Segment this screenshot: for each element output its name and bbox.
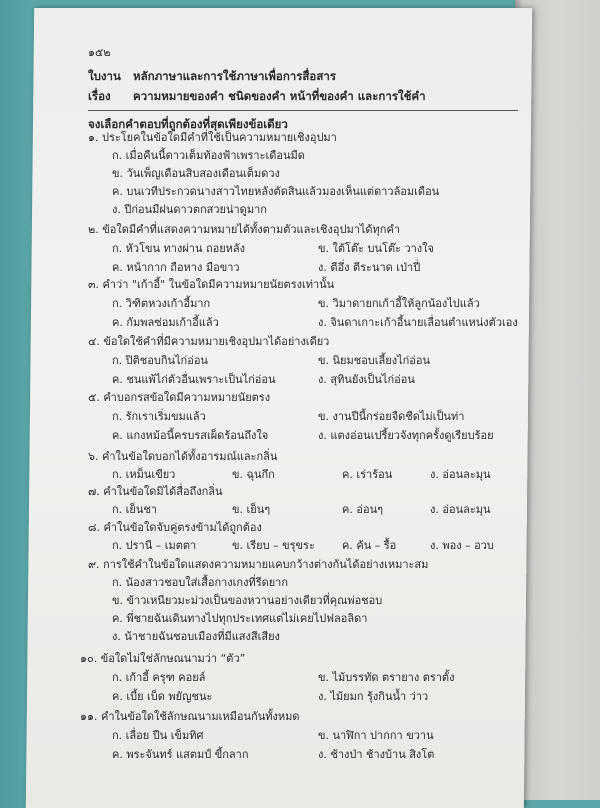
answer-option: ค. บนเวทีประกวดนางสาวไทยหลังตัดสินแล้วมองเห็นแต่ดาวล้อมเดือน bbox=[112, 185, 440, 198]
answer-option: ข. งานปีนี้กร่อยจืดชืดไม่เป็นท่า bbox=[318, 410, 465, 423]
answer-option: ก. รักเราเริ่มขมแล้ว bbox=[112, 410, 206, 423]
answer-option: ข. เรียบ – ขรุขระ bbox=[232, 539, 315, 552]
question-text: ๗. คำในข้อใดมิได้สื่อถึงกลิ่น bbox=[88, 485, 223, 498]
answer-option: ค. พระจันทร์ แสตมป์ ขี้กลาก bbox=[112, 748, 249, 761]
answer-option: ก. ปิติชอบกินไก่อ่อน bbox=[112, 354, 208, 367]
answer-option: ค. เร่าร้อน bbox=[342, 468, 393, 481]
answer-option: ข. ไม้บรรทัด ตรายาง ตราตั้ง bbox=[318, 671, 455, 684]
answer-option: ง. ไม้ยมก รุ้งกินน้ำ ว่าว bbox=[318, 690, 429, 703]
instructions: จงเลือกคำตอบที่ถูกต้องที่สุดเพียงข้อเดียว bbox=[88, 117, 288, 131]
answer-option: ค. อ่อนๆ bbox=[342, 503, 383, 516]
topic-title: ความหมายของคำ ชนิดของคำ หน้าที่ของคำ และการใช้คำ bbox=[133, 89, 426, 103]
answer-option: ก. เลื่อย ปืน เข็มทิศ bbox=[112, 729, 204, 742]
worksheet-label: ใบงาน bbox=[88, 69, 121, 83]
answer-option: ข. ข้าวเหนียวมะม่วงเป็นของหวานอย่างเดียวที่คุณพ่อชอบ bbox=[112, 594, 383, 607]
question-text: ๘. คำในข้อใดจับคู่ตรงข้ามได้ถูกต้อง bbox=[88, 521, 262, 534]
answer-option: ค. เบี้ย เบ็ด พยัญชนะ bbox=[112, 690, 213, 703]
answer-option: ก. วิฑิตหวงเก้าอี้มาก bbox=[112, 297, 211, 310]
answer-option: ง. จินดาเกาะเก้าอี้นายเลื่อนตำแหน่งตัวเอง bbox=[318, 316, 518, 329]
answer-option: ก. หัวโขน ทางผ่าน ถอยหลัง bbox=[112, 242, 246, 255]
answer-option: ก. เมื่อคืนนี้ดาวเต็มท้องฟ้าเพราะเดือนมืด bbox=[112, 149, 305, 162]
answer-option: ข. ใต้โต๊ะ บนโต๊ะ วางใจ bbox=[318, 242, 434, 255]
question-text: ๔. ข้อใดใช้คำที่มีความหมายเชิงอุปมาได้อย่างเดียว bbox=[88, 335, 330, 348]
question-text: ๕. คำบอกรสข้อใดมีความหมายนัยตรง bbox=[88, 391, 271, 404]
question-text: ๒. ข้อใดมีคำที่แสดงความหมายได้ทั้งตามตัวและเชิงอุปมาได้ทุกคำ bbox=[88, 223, 400, 236]
topic-label: เรื่อง bbox=[88, 89, 111, 103]
answer-option: ง. อ่อนละมุน bbox=[430, 468, 491, 481]
answer-option: ง. อ่อนละมุน bbox=[430, 503, 491, 516]
question-text: ๙. การใช้คำในข้อใดแสดงความหมายแคบกว้างต่างกันได้อย่างเหมาะสม bbox=[88, 558, 429, 571]
answer-option: ค. พี่ชายฉันเดินทางไปทุกประเทศแต่ไม่เคยไปฟลอลิดา bbox=[112, 612, 368, 625]
question-text: ๑. ประโยคในข้อใดมีคำที่ใช้เป็นความหมายเชิงอุปมา bbox=[88, 131, 337, 144]
question-text: ๖. คำในข้อใดบอกได้ทั้งอารมณ์และกลิ่น bbox=[88, 450, 278, 463]
answer-option: ง. ปีก่อนมีฝนดาวตกสวยน่าดูมาก bbox=[112, 203, 267, 216]
answer-option: ค. กัมพลซ่อมเก้าอี้แล้ว bbox=[112, 316, 219, 329]
page-number: ๑๕๒ bbox=[88, 46, 111, 59]
worksheet-title: หลักภาษาและการใช้ภาษาเพื่อการสื่อสาร bbox=[133, 69, 336, 83]
answer-option: ข. นาฬิกา ปากกา ขวาน bbox=[318, 729, 434, 742]
answer-option: ง. ช้างป่า ช้างบ้าน สิงโต bbox=[318, 748, 435, 761]
answer-option: ก. เก้าอี้ ครุฑ คอยล์ bbox=[112, 671, 206, 684]
answer-option: ก. เหม็นเขียว bbox=[112, 468, 176, 481]
answer-option: ข. เย็นๆ bbox=[232, 503, 271, 516]
question-text: ๑๑. คำในข้อใดใช้ลักษณนามเหมือนกันทั้งหมด bbox=[80, 710, 300, 723]
answer-option: ง. แตงอ่อนเปรี้ยวจังทุกครั้งดูเรียบร้อย bbox=[318, 429, 494, 442]
answer-option: ค. ค้น – รื้อ bbox=[342, 539, 397, 552]
answer-option: ก. ปรานี – เมตตา bbox=[112, 539, 197, 552]
question-text: ๓. คำว่า "เก้าอี้" ในข้อใดมีความหมายนัยตรงเท่านั้น bbox=[88, 278, 335, 291]
answer-option: ค. ชนแพ้ไก่ตัวอื่นเพราะเป็นไก่อ่อน bbox=[112, 373, 276, 386]
header-divider bbox=[88, 110, 518, 111]
answer-option: ข. วิมาดายกเก้าอี้ให้ลูกน้องไปแล้ว bbox=[318, 297, 480, 310]
answer-option: ก. เย็นชา bbox=[112, 503, 158, 516]
answer-option: ง. พอง – อวบ bbox=[430, 539, 494, 552]
answer-option: ข. วันเพ็ญเดือนสิบสองเดือนเต็มดวง bbox=[112, 167, 280, 180]
answer-option: ข. นิยมชอบเลี้ยงไก่อ่อน bbox=[318, 354, 431, 367]
answer-option: ง. ตีอึ่ง ตีระนาด เป่าปี่ bbox=[318, 261, 421, 274]
answer-option: ง. น้าชายฉันชอบเมืองที่มีแสงสีเสียง bbox=[112, 630, 280, 643]
answer-option: ข. ฉุนกึก bbox=[232, 468, 275, 481]
answer-option: ค. แกงหม้อนี้ครบรสเผ็ดร้อนถึงใจ bbox=[112, 429, 269, 442]
answer-option: ง. สุทินยังเป็นไก่อ่อน bbox=[318, 373, 415, 386]
answer-option: ค. หน้ากาก ถือหาง มือขาว bbox=[112, 261, 240, 274]
answer-option: ก. น้องสาวชอบใส่เสื้อกางเกงที่รีดยาก bbox=[112, 576, 289, 589]
question-text: ๑๐. ข้อใดไม่ใช่ลักษณนามว่า “ตัว” bbox=[80, 652, 246, 665]
